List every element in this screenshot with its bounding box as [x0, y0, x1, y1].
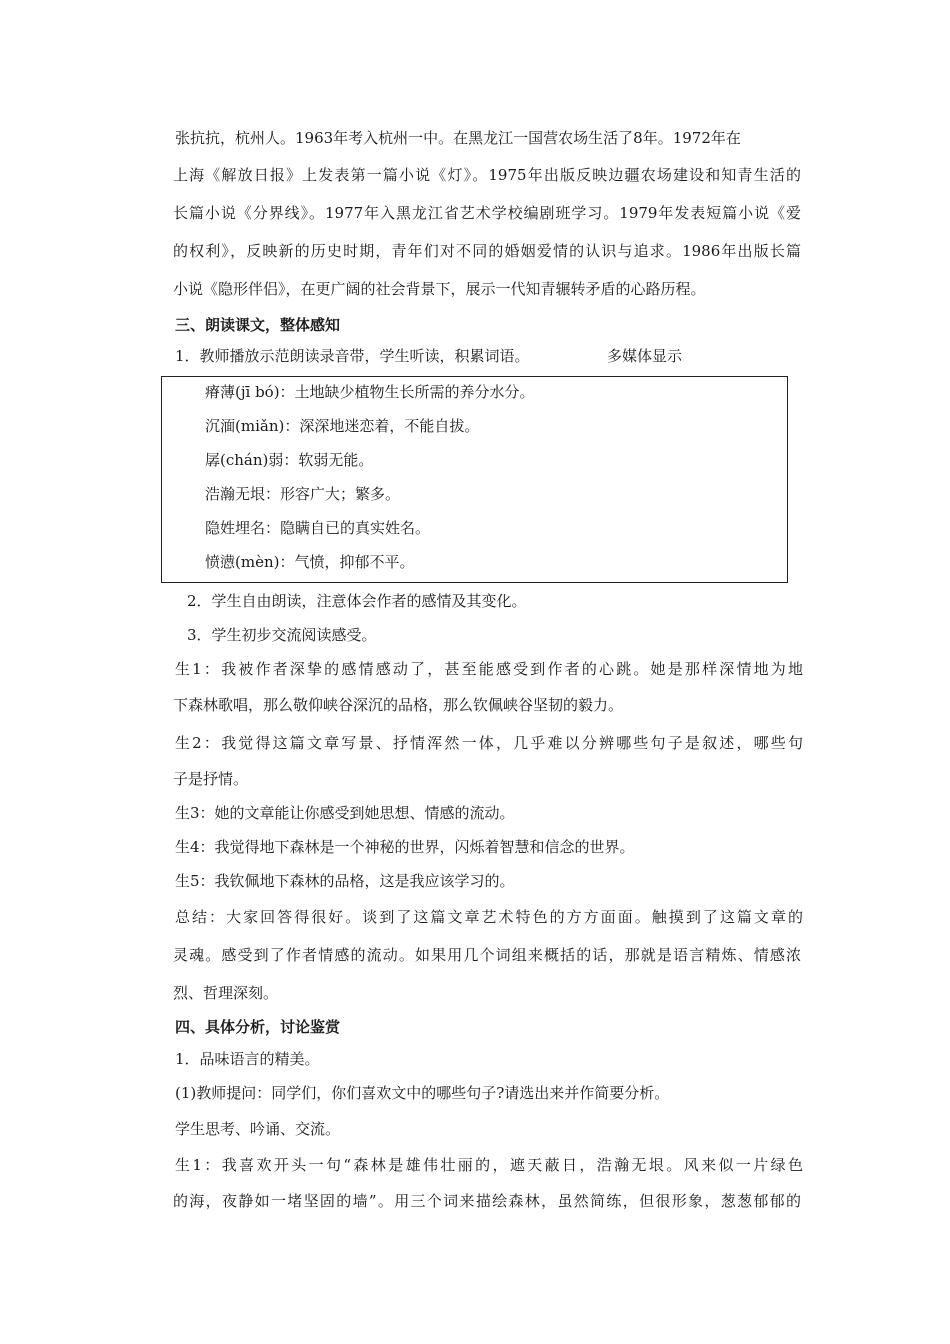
vocabulary-box [161, 376, 788, 583]
section3-item3: 3．学生初步交流阅读感受。 [187, 626, 377, 644]
bio-line-1: 张抗抗，杭州人。1963年考入杭州一中。在黑龙江一国营农场生活了8年。1972年在 [175, 129, 741, 147]
teacher-question: (1)教师提问：同学们，你们喜欢文中的哪些句子?请选出来并作简要分析。 [175, 1084, 670, 1102]
summary-line-2: 灵魂。感受到了作者情感的流动。如果用几个词组来概括的话，那就是语言精炼、情感浓 [173, 946, 801, 964]
section4-student1-line-1: 生1：我喜欢开头一句“森林是雄伟壮丽的，遮天蔽日，浩瀚无垠。风来似一片绿色 [175, 1156, 803, 1174]
section4-heading: 四、具体分析，讨论鉴赏 [175, 1018, 341, 1036]
vocab-item: 瘠薄(jī bó)：土地缺少植物生长所需的养分水分。 [205, 383, 535, 401]
vocab-item: 孱(chán)弱：软弱无能。 [205, 451, 374, 469]
student1-line-1: 生1：我被作者深挚的感情感动了，甚至能感受到作者的心跳。她是那样深情地为地 [175, 660, 803, 678]
bio-line-4: 的权利》，反映新的历史时期，青年们对不同的婚姻爱情的认识与追求。1986年出版长篇 [173, 242, 801, 260]
vocab-item: 浩瀚无垠：形容广大；繁多。 [205, 485, 401, 503]
summary-line-3: 烈、哲理深刻。 [173, 984, 279, 1002]
vocab-item: 愤懑(mèn)：气愤，抑郁不平。 [205, 553, 415, 571]
multimedia-tag: 多媒体显示 [607, 347, 683, 365]
bio-line-2: 上海《解放日报》上发表第一篇小说《灯》。1975年出版反映边疆农场建设和知青生活的 [173, 166, 801, 184]
vocab-item: 隐姓埋名：隐瞒自已的真实姓名。 [205, 519, 431, 537]
student2-line-1: 生2：我觉得这篇文章写景、抒情浑然一体，几乎难以分辨哪些句子是叙述，哪些句 [175, 734, 803, 752]
student5-line: 生5：我钦佩地下森林的品格，这是我应该学习的。 [175, 872, 515, 890]
bio-line-5: 小说《隐形伴侣》，在更广阔的社会背景下，展示一代知青辗转矛盾的心路历程。 [173, 280, 706, 298]
section4-student1-line-2: 的海，夜静如一堵坚固的墙”。用三个词来描绘森林，虽然简练，但很形象，葱葱郁郁的 [173, 1192, 801, 1210]
student1-line-2: 下森林歌唱，那么敬仰峡谷深沉的品格，那么钦佩峡谷坚韧的毅力。 [173, 696, 624, 714]
section4-item1: 1．品味语言的精美。 [175, 1050, 320, 1068]
section3-item1: 1．教师播放示范朗读录音带，学生听读，积累词语。 [175, 347, 530, 365]
student3-line: 生3：她的文章能让你感受到她思想、情感的流动。 [175, 804, 515, 822]
bio-line-3: 长篇小说《分界线》。1977年入黑龙江省艺术学校编剧班学习。1979年发表短篇小说《爱 [173, 204, 801, 222]
student4-line: 生4：我觉得地下森林是一个神秘的世界，闪烁着智慧和信念的世界。 [175, 838, 635, 856]
student2-line-2: 子是抒情。 [173, 770, 249, 788]
section3-heading: 三、朗读课文，整体感知 [175, 316, 341, 334]
section3-item2: 2．学生自由朗读，注意体会作者的感情及其变化。 [187, 592, 527, 610]
vocab-item: 沉湎(miǎn)：深深地迷恋着，不能自拔。 [205, 417, 480, 435]
students-think: 学生思考、吟诵、交流。 [175, 1120, 341, 1138]
summary-line-1: 总结：大家回答得很好。谈到了这篇文章艺术特色的方方面面。触摸到了这篇文章的 [175, 908, 803, 926]
